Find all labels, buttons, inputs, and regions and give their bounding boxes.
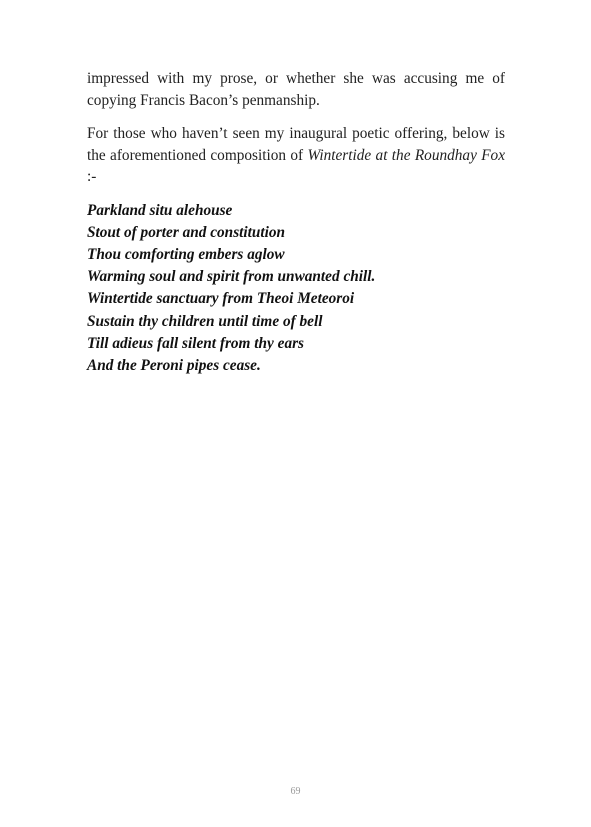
poem-line: Stout of porter and constitution (87, 223, 286, 241)
paragraph-text: For those who haven’t seen my inaugural poetic offering, below is the aforementioned composition of (87, 125, 505, 164)
poem-title-reference: Wintertide at the Roundhay Fox (307, 146, 505, 164)
poem (87, 200, 505, 378)
paragraph-suffix: :- (87, 168, 97, 185)
poem-line: Parkland situ alehouse (87, 201, 233, 219)
poem-line: Wintertide sanctuary from Theoi Meteoroi (87, 290, 355, 308)
poem-line: And the Peroni pipes cease. (87, 356, 261, 374)
poem-line: Till adieus fall silent from thy ears (87, 334, 304, 352)
paragraph-intro (87, 123, 505, 188)
page-number: 69 (290, 786, 301, 797)
poem-line: Thou comforting embers aglow (87, 245, 285, 263)
poem-line: Warming soul and spirit from unwanted chill. (87, 268, 376, 286)
paragraph-text: impressed with my prose, or whether she was accusing me of copying Francis Bacon’s penmanship. (87, 70, 505, 109)
paragraph-continuation (87, 68, 505, 111)
page-content (87, 68, 505, 377)
poem-line: Sustain thy children until time of bell (87, 312, 323, 330)
